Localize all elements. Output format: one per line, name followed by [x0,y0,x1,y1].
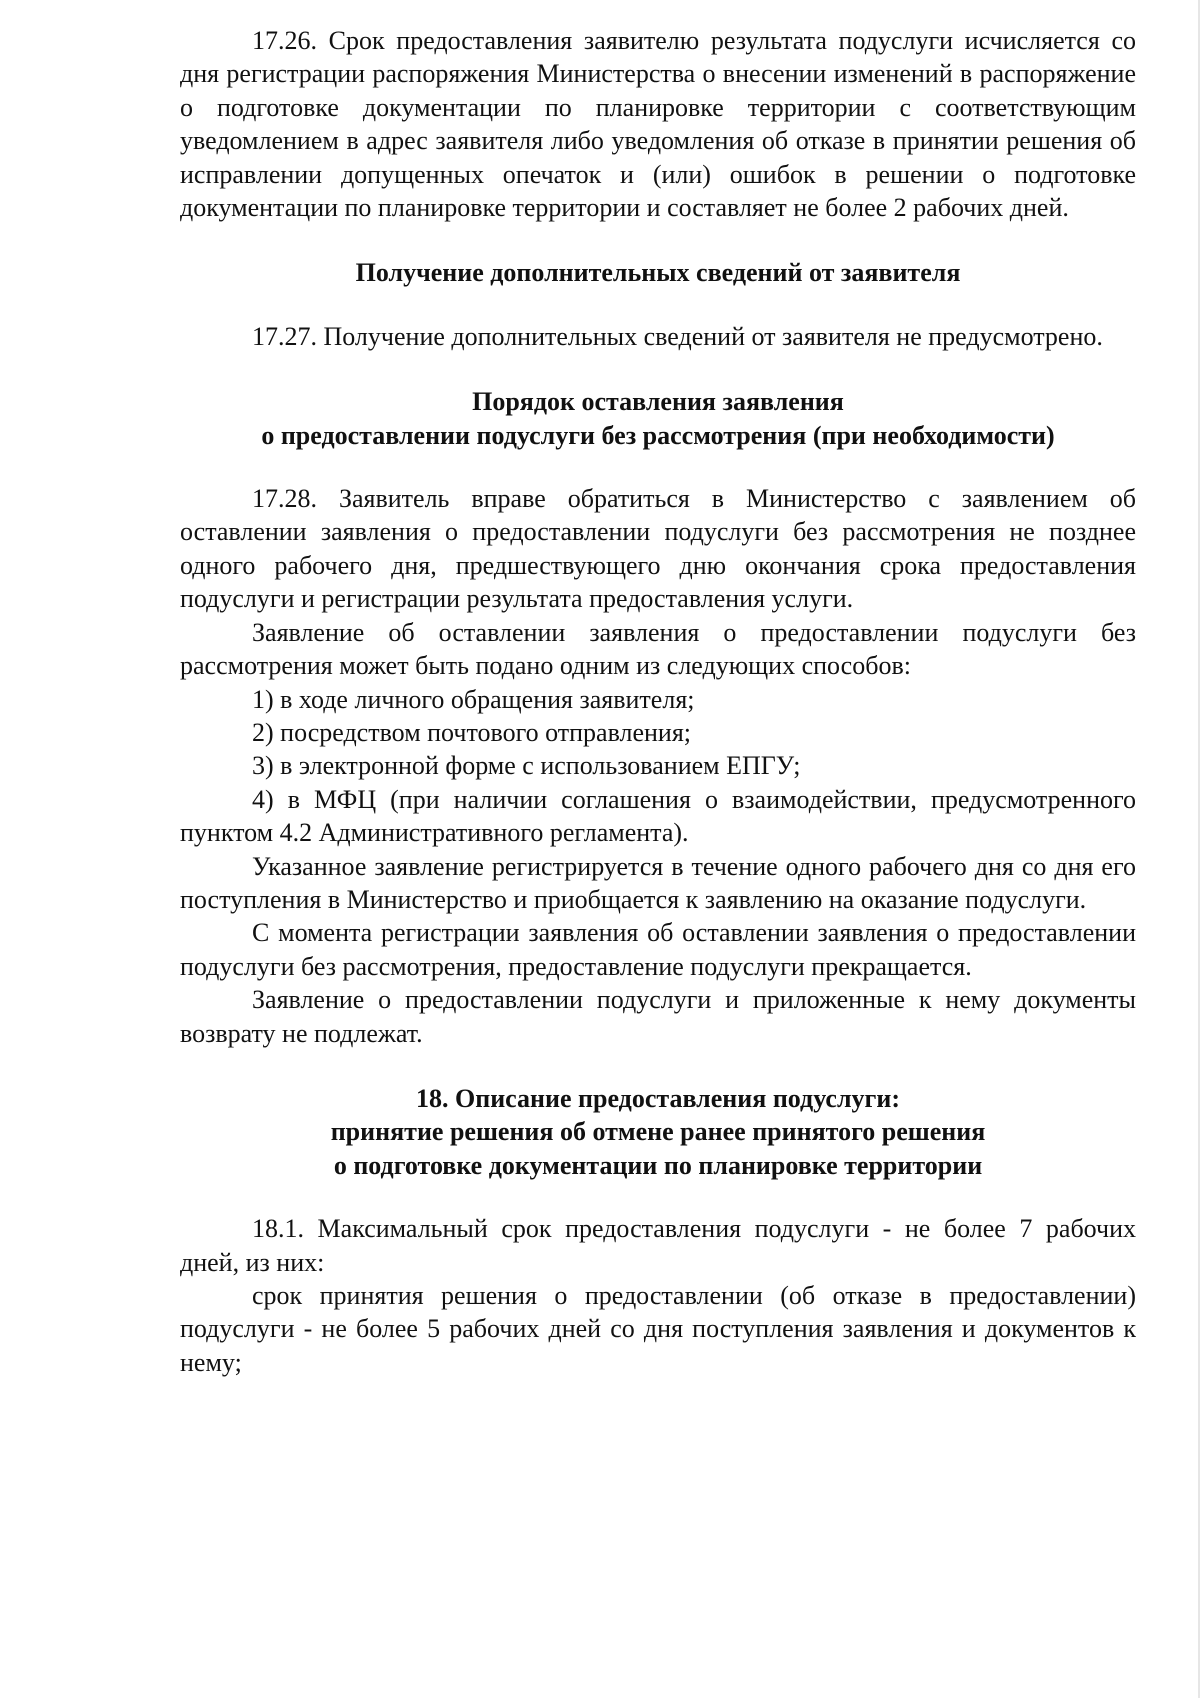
paragraph-methods-intro: Заявление об оставлении заявления о предоставлении подуслуги без рассмотрения может быть подано одним из следующих способов: [180,617,1136,681]
list-item-method-4: 4) в МФЦ (при наличии соглашения о взаимодействии, предусмотренного пунктом 4.2 Административного регламента). [180,784,1136,848]
list-item-method-3: 3) в электронной форме с использованием ЕПГУ; [252,751,801,781]
heading-withdrawal-line-1: Порядок оставления заявления [472,387,844,417]
paragraph-no-return: Заявление о предоставлении подуслуги и приложенные к нему документы возврату не подлежат. [180,985,1136,1048]
document-page [180,24,1136,1379]
paragraph-17-28: 17.28. Заявитель вправе обратиться в Министерство с заявлением об оставлении заявления о предоставлении подуслуги без рассмотрения не позднее одного рабочего дня, предшествующего дню окончания срока предоставления подуслуги и регистрации результата предоставления услуги. [180,484,1136,614]
heading-section-18-line-1: 18. Описание предоставления подуслуги: [416,1083,900,1113]
list-item-method-2: 2) посредством почтового отправления; [252,717,692,747]
paragraph-17-26: 17.26. Срок предоставления заявителю результата подуслуги исчисляется со дня регистрации распоряжения Министерства о внесении изменений в распоряжение о подготовке документации по планировке территории с соответствующим уведомлением в адрес заявителя либо уведомления об отказе в принятии решения об исправлении допущенных опечаток и (или) ошибок в решении о подготовке документации по планировке территории и составляет не более 2 рабочих дней. [180,26,1136,223]
heading-additional-info: Получение дополнительных сведений от заявителя [355,258,961,288]
heading-section-18-line-3: о подготовке документации по планировке территории [333,1150,983,1180]
list-item-method-1: 1) в ходе личного обращения заявителя; [252,684,695,714]
heading-withdrawal-line-2: о предоставлении подуслуги без рассмотрения (при необходимости) [261,420,1055,450]
paragraph-registration: Указанное заявление регистрируется в течение одного рабочего дня со дня его поступления в Министерство и приобщается к заявлению на оказание подуслуги. [180,851,1136,914]
paragraph-decision-term: срок принятия решения о предоставлении (об отказе в предоставлении) подуслуги - не более 5 рабочих дней со дня поступления заявления и документов к нему; [180,1281,1136,1377]
heading-section-18-line-2: принятие решения об отмене ранее принятого решения [330,1117,986,1147]
paragraph-17-27: 17.27. Получение дополнительных сведений от заявителя не предусмотрено. [252,321,1103,351]
paragraph-18-1: 18.1. Максимальный срок предоставления подуслуги - не более 7 рабочих дней, из них: [180,1214,1136,1277]
paragraph-termination: С момента регистрации заявления об оставлении заявления о предоставлении подуслуги без рассмотрения, предоставление подуслуги прекращается. [180,918,1136,981]
